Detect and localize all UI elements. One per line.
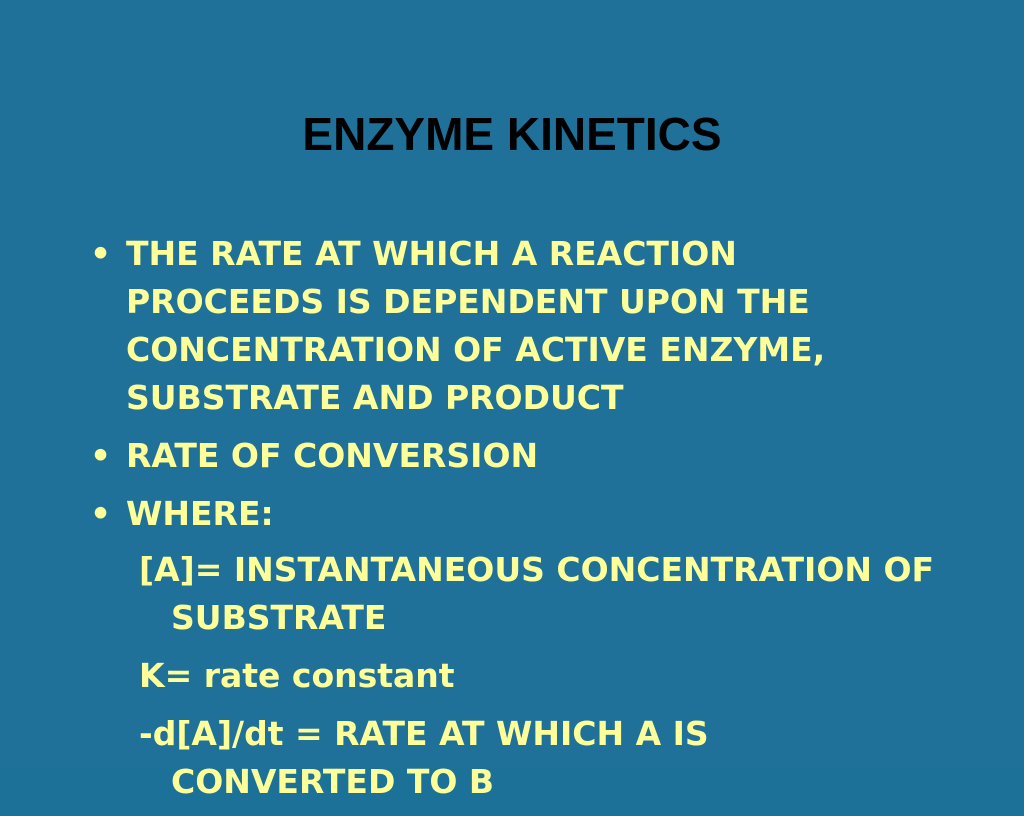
bullet-dot-icon: • [90,494,112,533]
slide-title: ENZYME KINETICS [302,108,722,160]
bullet-text: THE RATE AT WHICH A REACTION PROCEEDS IS DEPENDENT UPON THE CONCENTRATION OF ACTIVE ENZYME, SUBSTRATE AND PRODUCT [126,234,826,417]
bullet-item-where [84,490,944,538]
bullet-dot-icon: • [90,436,112,475]
definition-substrate-concentration: [A]= INSTANTANEOUS CONCENTRATION OF SUBSTRATE [139,550,935,637]
definition-conversion-rate: -d[A]/dt = RATE AT WHICH A IS CONVERTED TO B [139,714,709,801]
definition-rate-constant: K= rate constant [139,656,455,695]
bullet-text: RATE OF CONVERSION [126,436,539,475]
bullet-item-rate-dependence [84,230,944,422]
definition-list [139,546,939,816]
bullet-text: WHERE: [126,494,274,533]
bullet-item-rate-of-conversion [84,432,944,480]
bullet-list [84,230,944,548]
bullet-dot-icon: • [90,234,112,273]
